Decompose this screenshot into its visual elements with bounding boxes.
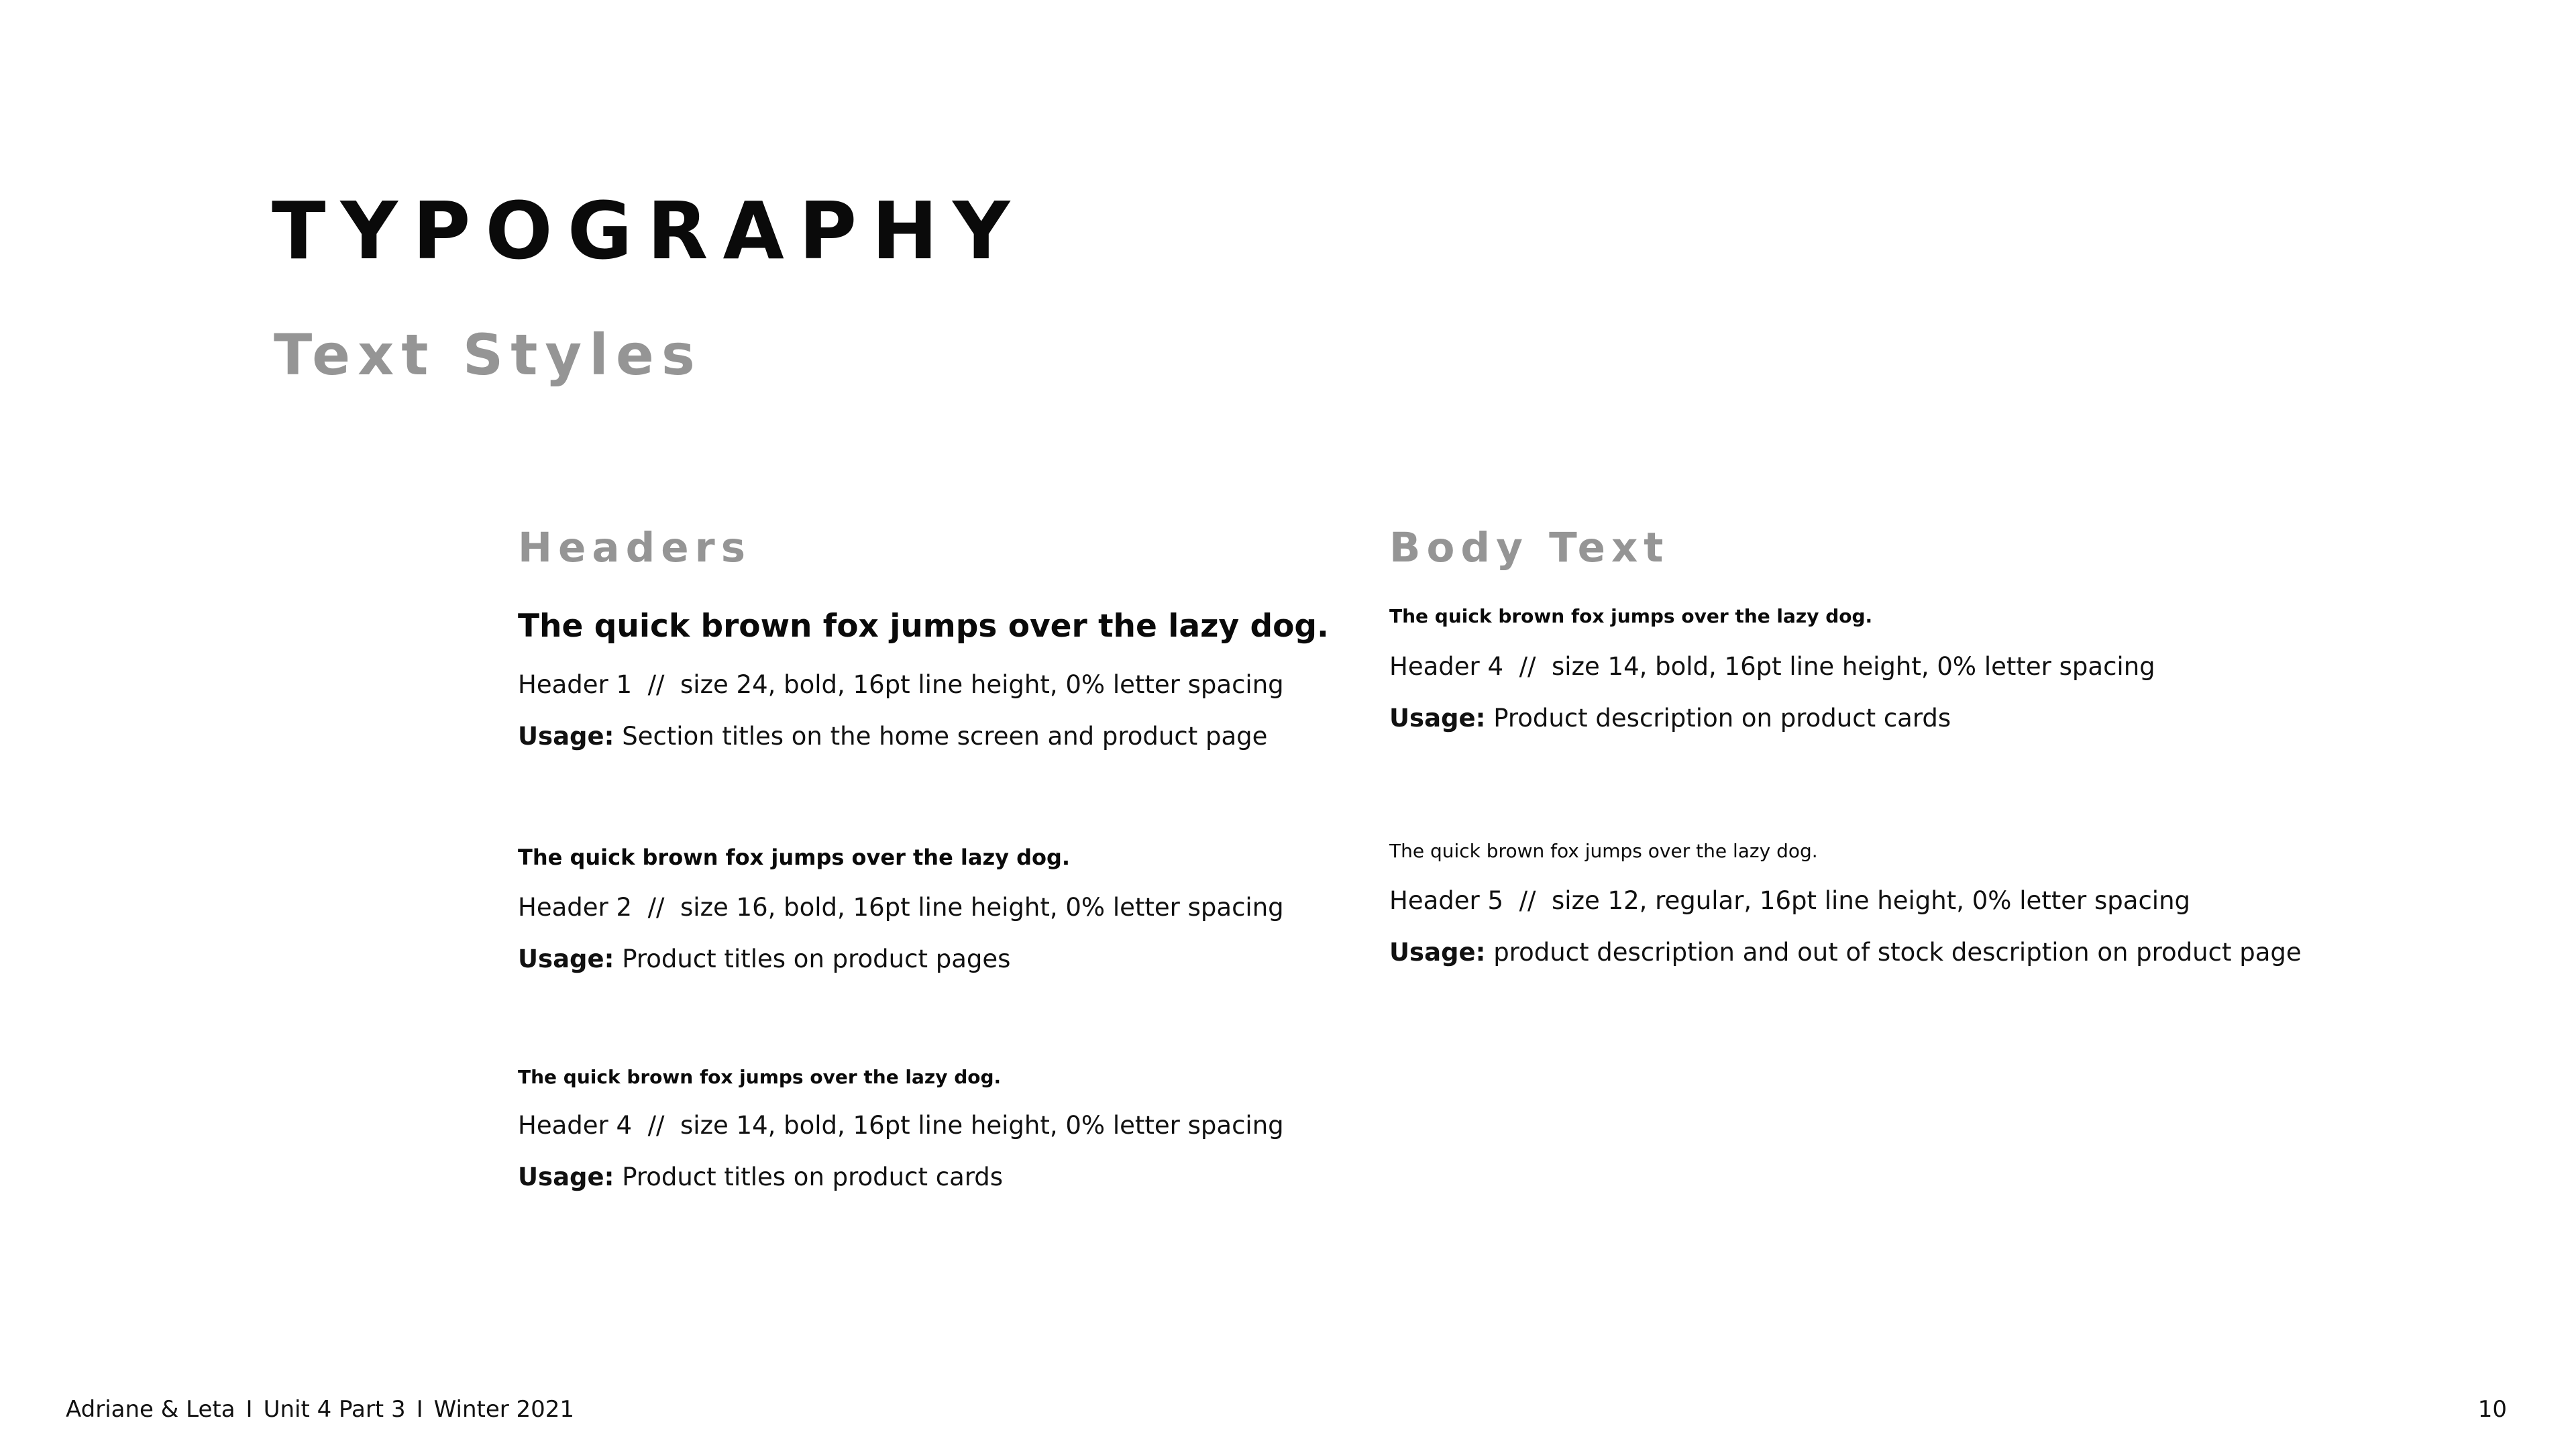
usage-text: Product titles on product cards	[622, 1163, 1004, 1191]
header-2-usage	[518, 947, 1010, 971]
separator: //	[1519, 652, 1536, 681]
header-4-sample: The quick brown fox jumps over the lazy dog.	[518, 1066, 1002, 1088]
usage-label: Usage:	[1389, 704, 1486, 733]
spec-details: size 16, bold, 16pt line height, 0% letter spacing	[680, 893, 1284, 922]
body-header-4-spec	[1389, 654, 2155, 679]
header-5-sample: The quick brown fox jumps over the lazy dog.	[1389, 840, 1818, 862]
usage-label: Usage:	[1389, 938, 1486, 967]
usage-label: Usage:	[518, 945, 614, 973]
header-4-usage	[518, 1165, 1003, 1189]
header-1-spec	[518, 672, 1284, 697]
separator: //	[647, 1111, 665, 1140]
usage-text: Section titles on the home screen and product page	[622, 722, 1268, 751]
usage-text: product description and out of stock description on product page	[1493, 938, 2302, 967]
body-header-4-sample: The quick brown fox jumps over the lazy dog.	[1389, 605, 1873, 627]
spec-details: size 14, bold, 16pt line height, 0% letter spacing	[1552, 652, 2155, 681]
footer-credits	[66, 1398, 574, 1421]
usage-label: Usage:	[518, 722, 614, 751]
usage-text: Product description on product cards	[1493, 704, 1951, 733]
footer-divider: I	[416, 1396, 423, 1423]
separator: //	[1519, 886, 1536, 915]
header-4-spec	[518, 1113, 1284, 1138]
spec-details: size 12, regular, 16pt line height, 0% letter spacing	[1552, 886, 2191, 915]
style-name: Header 4	[1389, 652, 1504, 681]
spec-details: size 24, bold, 16pt line height, 0% letter spacing	[680, 670, 1284, 699]
body-text-section-heading: Body Text	[1389, 524, 1670, 572]
header-2-spec	[518, 895, 1284, 920]
separator: //	[647, 893, 665, 922]
header-2-sample: The quick brown fox jumps over the lazy dog.	[518, 845, 1071, 870]
page-subtitle: Text Styles	[274, 322, 702, 388]
usage-label: Usage:	[518, 1163, 614, 1191]
footer-unit: Unit 4 Part 3	[263, 1396, 406, 1423]
footer-divider: I	[246, 1396, 253, 1423]
usage-text: Product titles on product pages	[622, 945, 1011, 973]
body-header-4-usage	[1389, 706, 1951, 731]
headers-section-heading: Headers	[518, 524, 752, 572]
header-5-usage	[1389, 940, 2302, 965]
style-name: Header 2	[518, 893, 633, 922]
separator: //	[647, 670, 665, 699]
header-5-spec	[1389, 888, 2190, 913]
page-number: 10	[2477, 1396, 2507, 1423]
style-name: Header 5	[1389, 886, 1504, 915]
style-name: Header 4	[518, 1111, 633, 1140]
header-1-sample: The quick brown fox jumps over the lazy dog.	[518, 608, 1329, 645]
footer-authors: Adriane & Leta	[66, 1396, 235, 1423]
footer-term: Winter 2021	[433, 1396, 575, 1423]
spec-details: size 14, bold, 16pt line height, 0% letter spacing	[680, 1111, 1284, 1140]
page-title: TYPOGRAPHY	[272, 184, 1025, 277]
style-name: Header 1	[518, 670, 633, 699]
header-1-usage	[518, 724, 1267, 749]
